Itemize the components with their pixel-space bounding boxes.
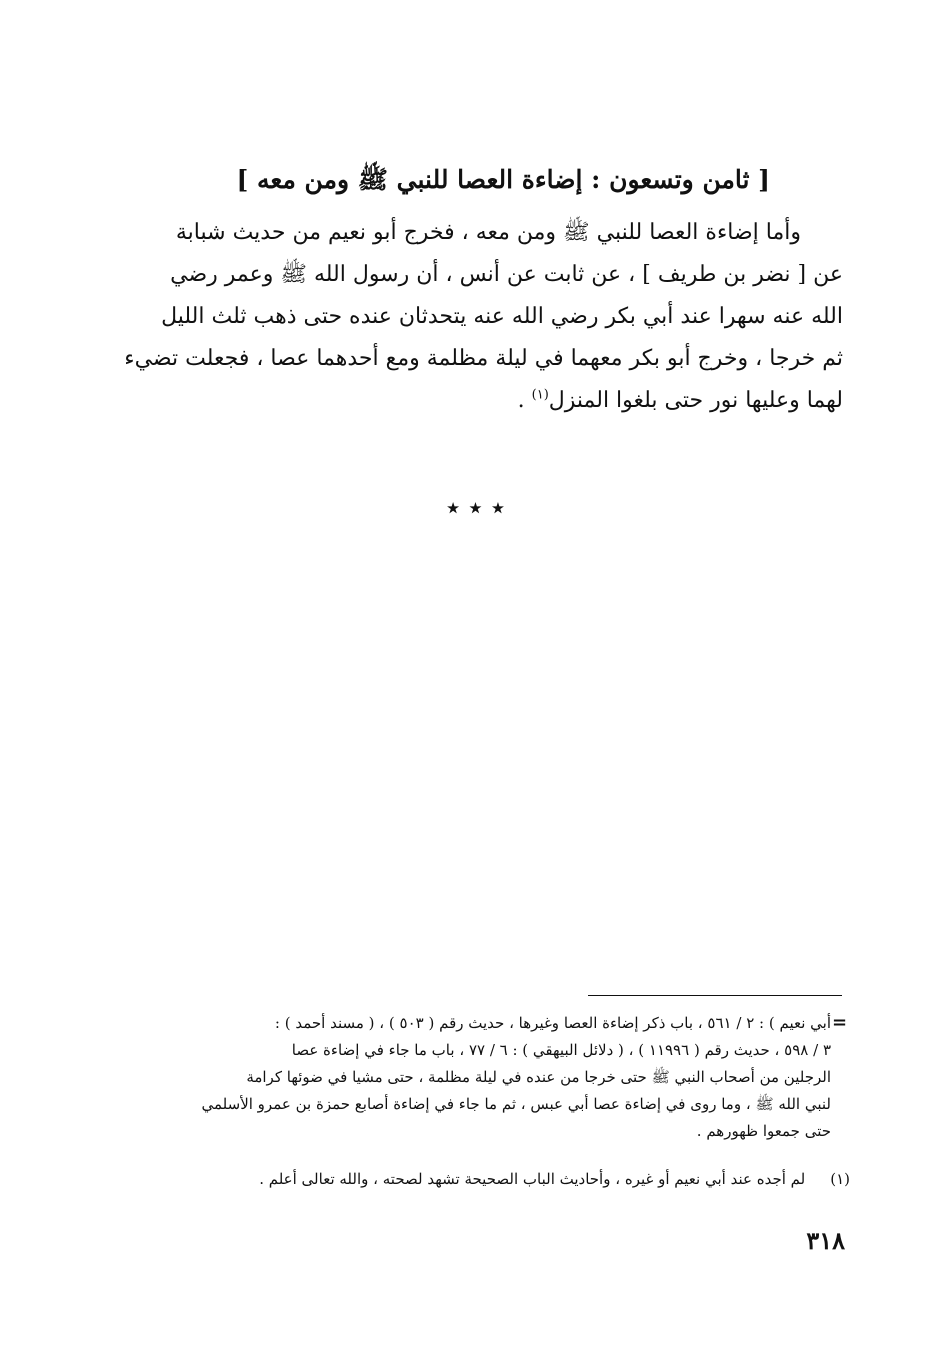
main-paragraph bbox=[108, 212, 843, 422]
footnote-1-text: لم أجده عند أبي نعيم أو غيره ، وأحاديث الباب الصحيحة تشهد لصحته ، والله تعالى أعلم . bbox=[259, 1170, 806, 1188]
footnote-continuation bbox=[125, 1010, 831, 1145]
footnote-1 bbox=[125, 1166, 850, 1193]
footnote-1-number: (١) bbox=[830, 1170, 850, 1188]
body-line-4: ثم خرجا ، وخرج أبو بكر معهما في ليلة مظلمة ومع أحدهما عصا ، فجعلت تضيء bbox=[124, 346, 843, 371]
footnote-continuation-mark: = bbox=[832, 1012, 848, 1033]
body-line-3: الله عنه سهرا عند أبي بكر رضي الله عنه يتحدثان عنده حتى ذهب ثلث الليل bbox=[161, 304, 843, 329]
footnote-line-5: حتى جمعوا ظهورهم . bbox=[696, 1122, 831, 1140]
body-line-5 bbox=[108, 380, 843, 422]
footnote-line-4: لنبي الله ﷺ ، وما روى في إضاءة عصا أبي عبس ، ثم ما جاء في إضاءة أصابع حمزة بن عمرو الأسلمي bbox=[201, 1095, 831, 1113]
footnote-line-1: أبي نعيم ) : ٢ / ٥٦١ ، باب ذكر إضاءة العصا وغيرها ، حديث رقم ( ٥٠٣ ) ، ( مسند أحمد ) : bbox=[274, 1014, 831, 1032]
body-line-5-text: لهما وعليها نور حتى بلغوا المنزل bbox=[548, 388, 843, 413]
footnote-line-2: ٣ / ٥٩٨ ، حديث رقم ( ١١٩٩٦ ) ، ( دلائل البيهقي ) : ٦ / ٧٧ ، باب ما جاء في إضاءة عصا bbox=[291, 1041, 831, 1059]
footnote-line-3: الرجلين من أصحاب النبي ﷺ حتى خرجا من عنده في ليلة مظلمة ، حتى مشيا في ضوئها كرامة bbox=[246, 1068, 831, 1086]
footnote-divider bbox=[588, 995, 842, 996]
section-heading: [ ثامن وتسعون : إضاءة العصا للنبي ﷺ ومن معه ] bbox=[236, 165, 770, 194]
footnote-reference-1[interactable]: (١) bbox=[531, 387, 549, 403]
body-line-1: وأما إضاءة العصا للنبي ﷺ ومن معه ، فخرج أبو نعيم من حديث شبابة bbox=[175, 220, 801, 245]
body-line-5-ending: . bbox=[517, 388, 532, 413]
body-line-2: عن [ نضر بن طريف ] ، عن ثابت عن أنس ، أن رسول الله ﷺ وعمر رضي bbox=[170, 262, 843, 287]
section-separator: ٭ ٭ ٭ bbox=[445, 493, 506, 523]
page-number: ٣١٨ bbox=[806, 1226, 845, 1255]
